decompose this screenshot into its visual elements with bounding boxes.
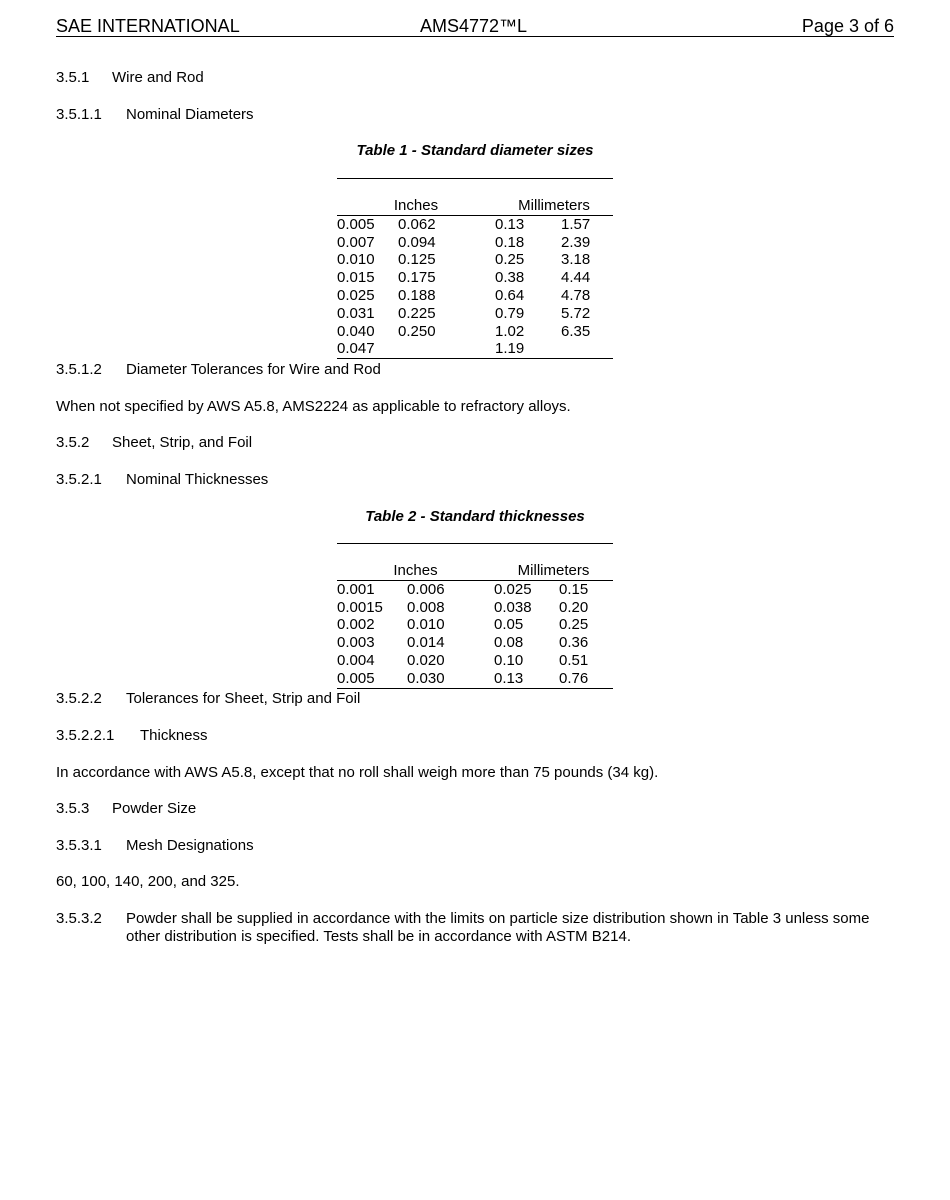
table-cell: 0.76 (559, 670, 613, 688)
table-cell: 0.025 (337, 286, 375, 304)
table-body (337, 215, 613, 358)
table-top-rule (337, 179, 613, 198)
table-cell: 0.25 (559, 616, 589, 634)
table-cell: 0.047 (337, 340, 398, 358)
table-cell: 4.78 (561, 286, 591, 304)
table-cell: 0.51 (559, 651, 589, 669)
page-number: Page 3 of 6 (801, 16, 894, 36)
table-cell: 0.005 (337, 215, 375, 233)
table-cell: 0.36 (559, 634, 589, 652)
table-cell: 0.10 (494, 651, 524, 669)
table-row (337, 616, 613, 634)
section-title: Nominal Thicknesses (126, 471, 269, 488)
table-cell: 0.175 (398, 269, 436, 287)
table-cell: 0.20 (559, 598, 589, 616)
table-cell: 2.39 (561, 233, 591, 251)
paragraph-3-5-2-2-1: In accordance with AWS A5.8, except that no roll shall weigh more than 75 pounds (34 kg). (56, 764, 659, 781)
table-cell: 4.44 (561, 269, 591, 287)
table-cell: 0.250 (398, 322, 436, 340)
table-cell: 0.031 (337, 304, 375, 322)
table-cell: 0.062 (398, 215, 436, 233)
table-cell: 0.0015 (337, 598, 383, 616)
header-inches: Inches (337, 562, 494, 580)
table-top-rule (337, 544, 613, 563)
table-cell: 1.57 (561, 215, 591, 233)
table-cell: 0.008 (407, 598, 445, 616)
section-number: 3.5.2.1 (56, 471, 102, 488)
table-row (337, 287, 613, 305)
section-title: Sheet, Strip, and Foil (112, 434, 253, 451)
table-cell: 0.038 (494, 598, 532, 616)
section-number: 3.5.2 (56, 434, 90, 451)
table-cell: 0.005 (337, 670, 407, 688)
table-cell: 0.010 (337, 251, 375, 269)
paragraph-3-5-3-1: 60, 100, 140, 200, and 325. (56, 873, 240, 890)
table-cell: 0.13 (495, 215, 525, 233)
section-title: Nominal Diameters (126, 106, 254, 123)
publisher-name: SAE INTERNATIONAL (56, 16, 240, 36)
section-title: Tolerances for Sheet, Strip and Foil (126, 690, 361, 707)
table-row (337, 599, 613, 617)
page-header (56, 14, 894, 37)
table-cell: 0.030 (407, 670, 494, 688)
table-2-standard-thicknesses (337, 543, 613, 689)
table-cell: 0.015 (337, 269, 375, 287)
table-row (337, 652, 613, 670)
paragraph-3-5-1-2: When not specified by AWS A5.8, AMS2224 as applicable to refractory alloys. (56, 398, 571, 415)
table-cell: 0.007 (337, 233, 375, 251)
table-cell: 0.014 (407, 634, 445, 652)
table-cell: 0.05 (494, 616, 524, 634)
table-body (337, 580, 613, 688)
table-row (337, 580, 613, 598)
table-row (337, 670, 613, 688)
section-number: 3.5.2.2.1 (56, 727, 115, 744)
table-cell (561, 340, 613, 358)
table-cell: 0.08 (494, 634, 524, 652)
section-title: Powder Size (112, 800, 197, 817)
table-cell: 0.040 (337, 322, 375, 340)
table-1-caption: Table 1 - Standard diameter sizes (356, 142, 594, 159)
table-row (337, 305, 613, 323)
table-cell: 0.002 (337, 616, 375, 634)
table-cell: 0.188 (398, 286, 436, 304)
paragraph-3-5-3-2: Powder shall be supplied in accordance with the limits on particle size distribution shown in Table 3 unless some other distribution is specified. Tests shall be in accordance with ASTM B214. (126, 910, 870, 945)
table-row (337, 323, 613, 341)
table-row (337, 269, 613, 287)
section-title: Diameter Tolerances for Wire and Rod (126, 361, 381, 378)
table-cell: 0.38 (495, 269, 525, 287)
table-cell: 5.72 (561, 304, 591, 322)
table-cell: 0.010 (407, 616, 445, 634)
table-cell: 0.225 (398, 304, 436, 322)
table-cell: 1.19 (495, 340, 561, 358)
table-header-row (337, 197, 613, 215)
table-row (337, 234, 613, 252)
document-number: AMS4772™L (420, 16, 528, 36)
section-title: Wire and Rod (112, 69, 204, 86)
section-title: Thickness (140, 727, 208, 744)
table-cell: 0.094 (398, 233, 436, 251)
table-row (337, 251, 613, 269)
table-cell: 0.18 (495, 233, 525, 251)
table-cell: 1.02 (495, 322, 525, 340)
section-title: Mesh Designations (126, 837, 254, 854)
table-row (337, 634, 613, 652)
section-number: 3.5.3.2 (56, 910, 102, 927)
section-number: 3.5.1.1 (56, 106, 102, 123)
table-row (337, 215, 613, 233)
section-number: 3.5.3.1 (56, 837, 102, 854)
section-number: 3.5.3 (56, 800, 90, 817)
table-1-standard-diameters (337, 178, 613, 359)
table-row (337, 340, 613, 358)
table-cell: 0.64 (495, 286, 525, 304)
table-cell: 0.15 (559, 580, 589, 598)
table-cell: 0.125 (398, 251, 436, 269)
table-cell: 0.025 (494, 580, 532, 598)
table-cell: 0.13 (494, 670, 559, 688)
table-cell: 0.020 (407, 651, 445, 669)
header-inches: Inches (337, 197, 495, 215)
table-cell: 0.004 (337, 651, 375, 669)
section-number: 3.5.1.2 (56, 361, 102, 378)
table-cell: 0.006 (407, 580, 445, 598)
header-millimeters: Millimeters (494, 562, 613, 580)
section-number: 3.5.2.2 (56, 690, 102, 707)
header-millimeters: Millimeters (495, 197, 613, 215)
table-cell: 0.79 (495, 304, 525, 322)
table-cell: 0.001 (337, 580, 375, 598)
section-number: 3.5.1 (56, 69, 90, 86)
table-2-caption: Table 2 - Standard thicknesses (365, 508, 585, 525)
table-cell: 0.003 (337, 634, 375, 652)
table-header-row (337, 562, 613, 580)
table-cell: 0.25 (495, 251, 525, 269)
table-cell: 3.18 (561, 251, 591, 269)
table-cell: 6.35 (561, 322, 591, 340)
table-cell (398, 340, 495, 358)
